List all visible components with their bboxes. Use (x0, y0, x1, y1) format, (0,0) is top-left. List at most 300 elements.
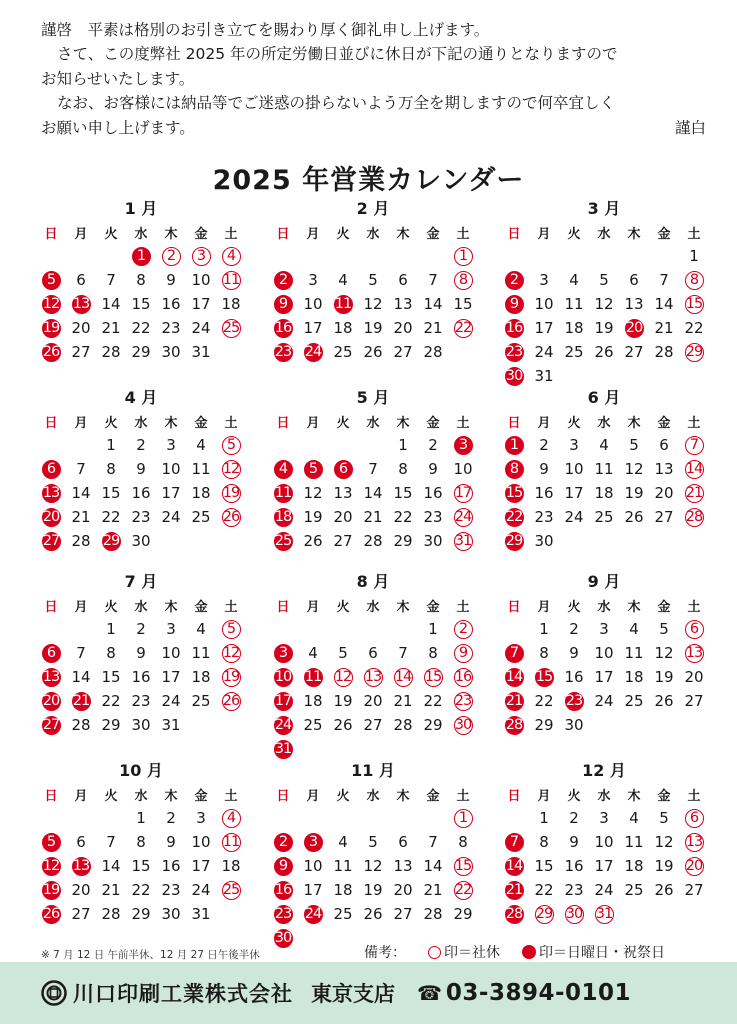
empty-cell (649, 529, 679, 553)
day-cell: 26 (363, 905, 383, 923)
holiday-marker: 29 (102, 533, 120, 549)
weekday-label: 火 (104, 415, 118, 431)
day-cell: 10 (161, 460, 181, 478)
holiday-marker: 24 (274, 717, 292, 733)
holiday-marker: 21 (505, 882, 523, 898)
day-cell: 3 (196, 809, 206, 827)
holiday-cell (96, 529, 126, 553)
holiday-cell (499, 854, 529, 878)
weekday-label: 土 (456, 788, 470, 804)
company-holiday-marker: 1 (454, 247, 473, 266)
company-holiday-cell (679, 268, 709, 292)
month-calendar (499, 760, 709, 926)
company-holiday-marker: 15 (424, 669, 442, 685)
week-row (499, 641, 709, 665)
holiday-marker: 1 (505, 436, 524, 455)
day-cell: 8 (458, 833, 468, 851)
day-cell: 20 (71, 319, 91, 337)
day-cell: 17 (303, 319, 323, 337)
day-cell: 25 (303, 716, 323, 734)
week-row (499, 854, 709, 878)
empty-cell (358, 433, 388, 457)
day-cell: 11 (564, 295, 584, 313)
company-holiday-cell (448, 854, 478, 878)
month-title: 3 月 (587, 199, 621, 218)
company-holiday-cell (216, 689, 246, 713)
month-title: 6 月 (587, 388, 621, 407)
empty-cell (96, 244, 126, 268)
day-cell: 7 (106, 271, 116, 289)
empty-cell (448, 737, 478, 761)
day-cell: 30 (534, 532, 554, 550)
week-row (36, 481, 246, 505)
holiday-cell (36, 457, 66, 481)
day-cell: 26 (363, 343, 383, 361)
holiday-cell (268, 689, 298, 713)
day-cell: 20 (684, 668, 704, 686)
holiday-marker: 24 (304, 344, 322, 360)
company-holiday-cell (216, 268, 246, 292)
holiday-marker: 18 (274, 509, 292, 525)
company-holiday-cell (448, 641, 478, 665)
holiday-marker: 9 (274, 295, 293, 314)
day-cell: 12 (363, 295, 383, 313)
day-cell: 23 (161, 881, 181, 899)
month-title: 4 月 (124, 388, 158, 407)
day-cell: 3 (539, 271, 549, 289)
day-cell: 27 (654, 508, 674, 526)
holiday-cell (126, 244, 156, 268)
holiday-marker: 20 (42, 693, 60, 709)
day-cell: 19 (363, 881, 383, 899)
day-cell: 12 (303, 484, 323, 502)
day-cell: 10 (303, 857, 323, 875)
weekday-label: 金 (194, 599, 208, 615)
day-cell: 1 (398, 436, 408, 454)
week-row (268, 689, 478, 713)
company-holiday-marker: 25 (222, 320, 240, 336)
day-cell: 13 (393, 295, 413, 313)
weekday-label: 月 (537, 599, 551, 615)
day-cell: 19 (303, 508, 323, 526)
month-calendar (499, 387, 709, 553)
day-cell: 3 (166, 620, 176, 638)
day-cell: 18 (333, 319, 353, 337)
holiday-cell (499, 481, 529, 505)
holiday-cell (499, 433, 529, 457)
weekday-header-row (268, 593, 478, 617)
day-cell: 9 (428, 460, 438, 478)
weekday-label: 土 (224, 788, 238, 804)
company-holiday-marker: 17 (454, 485, 472, 501)
empty-cell (619, 529, 649, 553)
week-row (499, 806, 709, 830)
weekday-label: 木 (396, 226, 410, 242)
month-title: 2 月 (356, 199, 390, 218)
telephone-icon: ☎ (417, 981, 442, 1005)
holiday-cell (298, 830, 328, 854)
day-cell: 25 (624, 881, 644, 899)
month-calendar (36, 571, 246, 737)
holiday-cell (499, 505, 529, 529)
month-calendar (499, 571, 709, 737)
holiday-marker: 13 (42, 669, 60, 685)
empty-cell (679, 364, 709, 388)
day-cell: 9 (166, 271, 176, 289)
day-cell: 8 (398, 460, 408, 478)
day-cell: 1 (136, 809, 146, 827)
empty-cell (66, 433, 96, 457)
day-cell: 14 (101, 295, 121, 313)
week-row (36, 340, 246, 364)
empty-cell (268, 617, 298, 641)
company-holiday-cell (216, 505, 246, 529)
holiday-cell (619, 316, 649, 340)
day-cell: 20 (393, 881, 413, 899)
holiday-marker: 27 (42, 533, 60, 549)
day-cell: 15 (131, 295, 151, 313)
weekday-label: 水 (366, 415, 380, 431)
day-cell: 11 (191, 460, 211, 478)
day-cell: 24 (191, 881, 211, 899)
holiday-cell (298, 340, 328, 364)
holiday-cell (36, 316, 66, 340)
weekday-label: 金 (194, 788, 208, 804)
weekday-label: 金 (426, 599, 440, 615)
weekday-header-row (499, 593, 709, 617)
holiday-marker: 30 (274, 930, 292, 946)
day-cell: 28 (423, 343, 443, 361)
holiday-cell (499, 457, 529, 481)
phone-block (417, 980, 631, 1006)
day-cell: 22 (101, 508, 121, 526)
day-cell: 6 (368, 644, 378, 662)
week-row (268, 244, 478, 268)
weekday-label: 土 (456, 415, 470, 431)
weekday-label: 金 (194, 226, 208, 242)
day-cell: 14 (423, 295, 443, 313)
weekday-label: 水 (134, 599, 148, 615)
weekday-label: 水 (366, 788, 380, 804)
empty-cell (358, 244, 388, 268)
holiday-marker: 23 (274, 344, 292, 360)
week-row (499, 268, 709, 292)
day-cell: 16 (131, 484, 151, 502)
week-row (268, 481, 478, 505)
empty-cell (418, 244, 448, 268)
weekday-label: 月 (74, 599, 88, 615)
day-cell: 10 (303, 295, 323, 313)
day-cell: 13 (333, 484, 353, 502)
weekday-header-row (268, 409, 478, 433)
empty-cell (268, 433, 298, 457)
week-row (499, 457, 709, 481)
company-holiday-marker: 4 (222, 809, 241, 828)
holiday-marker: 26 (42, 344, 60, 360)
day-cell: 21 (423, 319, 443, 337)
company-holiday-cell (216, 878, 246, 902)
weekday-label: 水 (134, 788, 148, 804)
company-holiday-marker: 12 (334, 669, 352, 685)
holiday-marker: 1 (132, 247, 151, 266)
week-row (36, 457, 246, 481)
company-holiday-marker: 29 (685, 344, 703, 360)
letter-line-3: お知らせいたします。 (41, 69, 195, 88)
empty-cell (619, 364, 649, 388)
month-title: 8 月 (356, 572, 390, 591)
empty-cell (649, 902, 679, 926)
day-cell: 5 (659, 620, 669, 638)
holiday-cell (36, 481, 66, 505)
day-cell: 4 (308, 644, 318, 662)
weekday-label: 水 (597, 599, 611, 615)
holiday-cell (36, 505, 66, 529)
empty-cell (328, 617, 358, 641)
day-cell: 31 (534, 367, 554, 385)
weekday-label: 木 (396, 599, 410, 615)
day-cell: 8 (539, 833, 549, 851)
week-row (499, 481, 709, 505)
holiday-marker: 3 (304, 833, 323, 852)
day-cell: 1 (106, 436, 116, 454)
company-holiday-cell (679, 340, 709, 364)
day-cell: 1 (106, 620, 116, 638)
day-cell: 6 (76, 271, 86, 289)
day-cell: 17 (594, 668, 614, 686)
empty-cell (216, 902, 246, 926)
company-name: 川口印刷工業株式会社 (73, 982, 293, 1006)
empty-cell (388, 737, 418, 761)
day-cell: 7 (76, 644, 86, 662)
letter-closing: 謹白 (674, 118, 706, 137)
company-holiday-marker: 5 (222, 620, 241, 639)
day-cell: 23 (564, 881, 584, 899)
week-row (36, 665, 246, 689)
day-cell: 16 (564, 857, 584, 875)
week-row (499, 505, 709, 529)
empty-cell (559, 364, 589, 388)
week-row (499, 878, 709, 902)
empty-cell (268, 806, 298, 830)
day-cell: 20 (654, 484, 674, 502)
day-cell: 8 (106, 644, 116, 662)
company-holiday-marker: 15 (685, 296, 703, 312)
holiday-cell (499, 830, 529, 854)
weekday-header-row (268, 782, 478, 806)
day-cell: 20 (71, 881, 91, 899)
empty-cell (559, 529, 589, 553)
holiday-cell (268, 854, 298, 878)
holiday-marker: 2 (274, 271, 293, 290)
day-cell: 27 (71, 905, 91, 923)
company-holiday-cell (679, 617, 709, 641)
day-cell: 25 (333, 343, 353, 361)
day-cell: 29 (423, 716, 443, 734)
empty-cell (298, 244, 328, 268)
weekday-label: 木 (164, 599, 178, 615)
month-calendar (499, 198, 709, 388)
company-holiday-cell (186, 244, 216, 268)
holiday-marker: 30 (505, 368, 523, 384)
day-cell: 24 (161, 508, 181, 526)
holiday-marker: 19 (42, 320, 60, 336)
holiday-marker: 19 (42, 882, 60, 898)
day-cell: 29 (393, 532, 413, 550)
holiday-marker: 2 (274, 833, 293, 852)
day-cell: 9 (569, 644, 579, 662)
day-cell: 16 (161, 857, 181, 875)
company-holiday-marker: 26 (222, 509, 240, 525)
month-title: 1 月 (124, 199, 158, 218)
company-holiday-cell (448, 689, 478, 713)
day-cell: 26 (594, 343, 614, 361)
company-holiday-cell (679, 806, 709, 830)
filled-marker-icon (522, 945, 536, 959)
day-cell: 2 (539, 436, 549, 454)
day-cell: 8 (106, 460, 116, 478)
company-holiday-cell (216, 617, 246, 641)
week-row (499, 689, 709, 713)
company-holiday-marker: 13 (364, 669, 382, 685)
weekday-label: 金 (657, 415, 671, 431)
calendar-title: 2025 年営業カレンダー (212, 165, 525, 196)
holiday-cell (328, 457, 358, 481)
weekday-label: 日 (276, 415, 290, 431)
holiday-marker: 16 (274, 320, 292, 336)
day-cell: 14 (101, 857, 121, 875)
day-cell: 26 (654, 692, 674, 710)
holiday-marker: 16 (505, 320, 523, 336)
company-holiday-cell (418, 665, 448, 689)
holiday-cell (499, 529, 529, 553)
holiday-cell (268, 926, 298, 950)
empty-cell (298, 617, 328, 641)
day-cell: 11 (624, 833, 644, 851)
day-cell: 9 (136, 644, 146, 662)
day-cell: 12 (654, 644, 674, 662)
day-cell: 28 (101, 343, 121, 361)
weekday-label: 土 (456, 226, 470, 242)
day-cell: 28 (363, 532, 383, 550)
weekday-label: 月 (306, 788, 320, 804)
day-cell: 8 (428, 644, 438, 662)
day-cell: 4 (629, 620, 639, 638)
weekday-label: 月 (537, 788, 551, 804)
letter-line-1: 謹啓 平素は格別のお引き立てを賜わり厚く御礼申し上げます。 (41, 21, 490, 39)
empty-cell (36, 617, 66, 641)
company-holiday-cell (679, 505, 709, 529)
weekday-label: 火 (567, 788, 581, 804)
company-holiday-marker: 6 (685, 620, 704, 639)
holiday-cell (559, 689, 589, 713)
week-row (499, 364, 709, 388)
day-cell: 9 (166, 833, 176, 851)
day-cell: 23 (534, 508, 554, 526)
day-cell: 10 (191, 833, 211, 851)
holiday-cell (268, 505, 298, 529)
day-cell: 29 (131, 343, 151, 361)
weekday-header-row (36, 220, 246, 244)
company-holiday-cell (679, 292, 709, 316)
day-cell: 18 (594, 484, 614, 502)
week-row (36, 806, 246, 830)
weekday-label: 土 (224, 599, 238, 615)
week-row (36, 830, 246, 854)
holiday-cell (298, 902, 328, 926)
holiday-cell (268, 316, 298, 340)
day-cell: 27 (624, 343, 644, 361)
day-cell: 1 (428, 620, 438, 638)
week-row (268, 340, 478, 364)
weekday-label: 木 (627, 415, 641, 431)
day-cell: 30 (564, 716, 584, 734)
empty-cell (649, 244, 679, 268)
day-cell: 4 (599, 436, 609, 454)
company-holiday-cell (216, 830, 246, 854)
holiday-marker: 25 (274, 533, 292, 549)
empty-cell (298, 737, 328, 761)
weekday-label: 火 (104, 599, 118, 615)
company-holiday-cell (589, 902, 619, 926)
day-cell: 14 (363, 484, 383, 502)
week-row (36, 505, 246, 529)
holiday-cell (268, 878, 298, 902)
empty-cell (66, 617, 96, 641)
week-row (268, 830, 478, 854)
week-row (499, 244, 709, 268)
month-calendar (268, 760, 478, 950)
holiday-marker: 21 (72, 693, 90, 709)
day-cell: 20 (333, 508, 353, 526)
day-cell: 5 (629, 436, 639, 454)
week-row (268, 854, 478, 878)
holiday-marker: 5 (42, 271, 61, 290)
holiday-marker: 6 (334, 460, 353, 479)
weekday-label: 月 (306, 415, 320, 431)
day-cell: 13 (393, 857, 413, 875)
day-cell: 22 (131, 319, 151, 337)
week-row (268, 902, 478, 926)
day-cell: 27 (684, 881, 704, 899)
holiday-marker: 8 (505, 460, 524, 479)
weekday-label: 金 (657, 226, 671, 242)
day-cell: 28 (423, 905, 443, 923)
company-holiday-marker: 5 (222, 436, 241, 455)
company-holiday-marker: 12 (222, 645, 240, 661)
week-row (268, 878, 478, 902)
day-cell: 27 (333, 532, 353, 550)
phone-number: 03-3894-0101 (445, 980, 632, 1006)
weekday-label: 日 (44, 599, 58, 615)
holiday-cell (328, 292, 358, 316)
footer-bar (0, 962, 737, 1024)
holiday-cell (268, 457, 298, 481)
holiday-marker: 11 (304, 669, 322, 685)
day-cell: 10 (534, 295, 554, 313)
week-row (499, 529, 709, 553)
day-cell: 17 (594, 857, 614, 875)
holiday-marker: 7 (505, 644, 524, 663)
holiday-marker: 5 (304, 460, 323, 479)
empty-cell (649, 713, 679, 737)
day-cell: 17 (191, 295, 211, 313)
month-title: 12 月 (582, 761, 626, 780)
day-cell: 1 (689, 247, 699, 265)
month-calendar (268, 387, 478, 553)
weekday-label: 火 (567, 599, 581, 615)
day-cell: 16 (161, 295, 181, 313)
company-holiday-cell (156, 244, 186, 268)
